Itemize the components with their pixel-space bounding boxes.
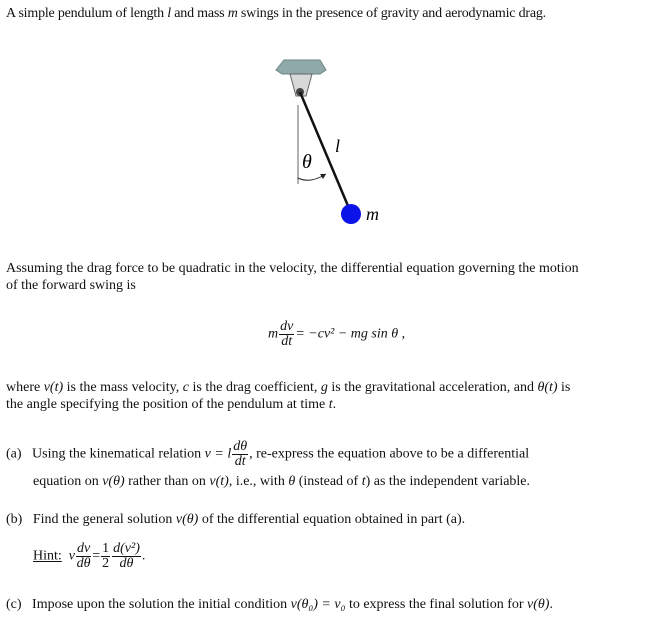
var: c [182, 380, 189, 395]
text: is the mass velocity, [66, 380, 180, 395]
text: Impose upon the solution the initial condition [32, 597, 288, 612]
intro-text: A simple pendulum of length [6, 6, 164, 21]
fraction-dtheta-dt [232, 440, 248, 469]
hint-label: Hint: [33, 548, 62, 564]
var: θ [288, 474, 296, 489]
mass-label: m [366, 204, 379, 224]
paragraph-line: of the forward swing is [6, 278, 136, 293]
numerator: dθ [233, 439, 248, 454]
text: ) as the independent variable. [365, 474, 531, 489]
var: v(t) [43, 380, 64, 395]
var: t [361, 474, 366, 489]
numerator: dv [77, 541, 91, 556]
paragraph-line [6, 397, 336, 413]
var: v(θ) [175, 512, 199, 527]
paragraph-line: Assuming the drag force to be quadratic in the velocity, the differential equation governing the motion [6, 261, 579, 276]
numerator: 1 [102, 541, 110, 556]
intro-line [6, 6, 546, 22]
intro-text: and mass [174, 6, 225, 21]
denominator: dt [281, 334, 293, 349]
denominator: dθ [76, 556, 91, 571]
text: Using the kinematical relation [32, 446, 202, 462]
intro-text: swings in the presence of gravity and aerodynamic drag. [240, 6, 546, 21]
theta-label: θ [302, 151, 312, 173]
var-l: l [167, 6, 171, 21]
text: . [141, 548, 146, 564]
fraction-dv-dt [279, 320, 294, 349]
var: t [328, 397, 333, 412]
var: v(θ) [527, 597, 550, 612]
text: is the gravitational acceleration, and [331, 380, 534, 395]
paragraph-line [6, 380, 570, 396]
part-b-line [6, 512, 465, 528]
var: θ(t) [537, 380, 558, 395]
initial-condition: v(θ₀) = v₀ [290, 597, 346, 612]
equation-rhs: = −cv² − mg sin θ , [295, 326, 406, 342]
text: , re-express the equation above to be a differential [249, 446, 530, 462]
text: equation on [33, 474, 99, 489]
part-label: (a) [6, 446, 22, 462]
text: . [549, 597, 553, 612]
denominator: dθ [119, 556, 134, 571]
part-label: (c) [6, 597, 22, 612]
var: v(t) [209, 474, 229, 489]
text: Find the general solution [32, 512, 173, 527]
fraction [76, 542, 91, 571]
text: of the differential equation obtained in part (a). [201, 512, 466, 527]
numerator: d(v²) [113, 541, 140, 556]
var-m: m [227, 6, 238, 21]
fraction [101, 542, 110, 571]
denominator: 2 [102, 556, 110, 571]
text: is [561, 380, 571, 395]
part-c-line [6, 597, 553, 613]
hint-line [33, 542, 145, 571]
text: to express the final solution for [348, 597, 524, 612]
length-label: l [335, 136, 341, 156]
text: , i.e., with [228, 474, 285, 489]
pendulum-figure [260, 50, 390, 240]
ceiling-support [276, 60, 326, 74]
pendulum-bob [341, 204, 361, 224]
part-a-line2 [33, 474, 530, 490]
text: rather than on [128, 474, 206, 489]
var: v(θ) [102, 474, 125, 489]
fraction [112, 542, 141, 571]
var-m: m [268, 326, 279, 342]
math: v = l [204, 446, 232, 462]
part-a-line1 [6, 440, 529, 469]
var: v [68, 548, 75, 564]
text: . [332, 397, 337, 412]
text: where [6, 380, 41, 395]
text: the angle specifying the position of the pendulum at time [6, 397, 326, 412]
drag-equation [268, 320, 405, 349]
text: (instead of [298, 474, 359, 489]
equals: = [92, 548, 101, 564]
part-label: (b) [6, 512, 23, 527]
numerator: dv [280, 319, 294, 334]
denominator: dt [234, 454, 246, 469]
text: is the drag coefficient, [192, 380, 318, 395]
var: g [320, 380, 328, 395]
